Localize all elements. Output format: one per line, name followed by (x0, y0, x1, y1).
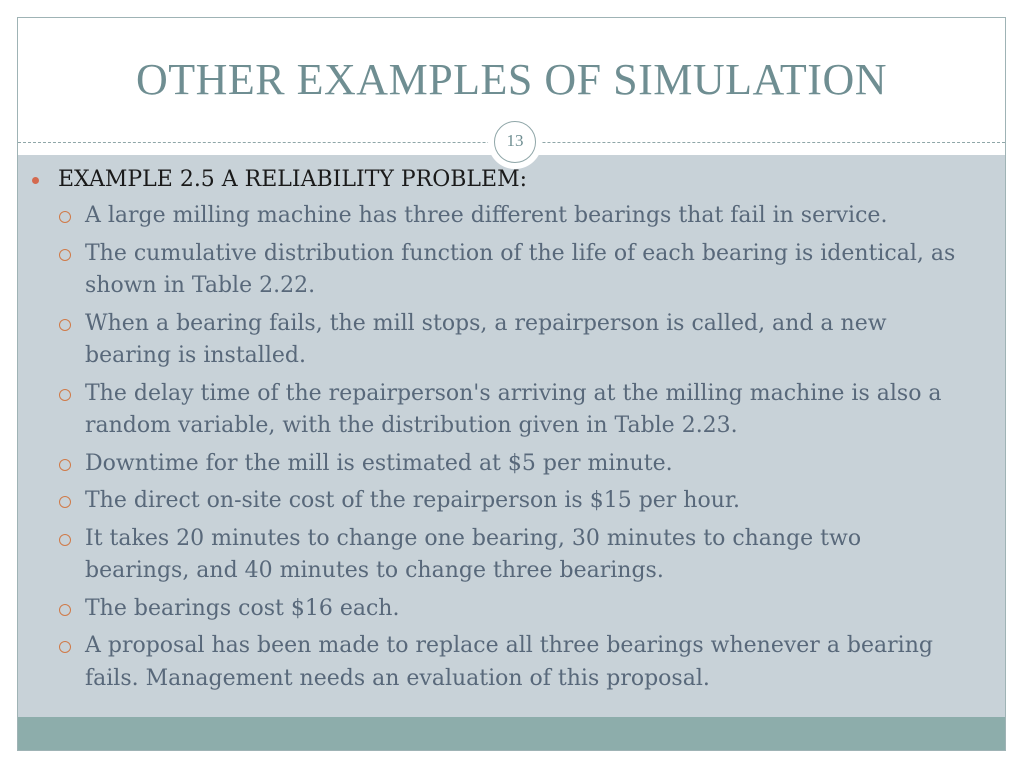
slide-title: OTHER EXAMPLES OF SIMULATION (135, 55, 888, 104)
list-item (59, 630, 962, 695)
list-item-text: The direct on-site cost of the repairperson is $15 per hour. (85, 488, 740, 513)
circle-bullet-icon (59, 319, 71, 331)
page-number-badge (488, 115, 542, 169)
list-item-text: A proposal has been made to replace all three bearings whenever a bearing fails. Management needs an evaluation of this proposal. (85, 633, 933, 691)
circle-bullet-icon (59, 496, 71, 508)
circle-bullet-icon (59, 249, 71, 261)
list-item (59, 308, 962, 373)
list-item-text: The bearings cost $16 each. (85, 595, 400, 621)
circle-bullet-icon (59, 604, 71, 616)
bullet-heading (32, 164, 962, 196)
bullet-dot-icon (32, 177, 39, 184)
circle-bullet-icon (59, 389, 71, 401)
footer-band (18, 717, 1005, 751)
list-item-text: The delay time of the repairperson's arriving at the milling machine is also a random variable, with the distribution given in Table 2.23. (85, 380, 942, 438)
list-item (59, 593, 962, 626)
list-item (59, 200, 962, 233)
bullet-heading-text: EXAMPLE 2.5 A RELIABILITY PROBLEM: (58, 167, 528, 192)
list-item (59, 448, 962, 481)
list-item-text: The cumulative distribution function of the life of each bearing is identical, as shown in Table 2.22. (85, 240, 956, 298)
list-item-text: A large milling machine has three different bearings that fail in service. (85, 203, 888, 228)
page-number: 13 (494, 121, 536, 163)
list-item (59, 238, 962, 303)
list-item (59, 523, 962, 588)
bullet-list (32, 164, 962, 700)
list-item-text: When a bearing fails, the mill stops, a repairperson is called, and a new bearing is installed. (85, 310, 887, 368)
circle-bullet-icon (59, 211, 71, 223)
list-item-text: It takes 20 minutes to change one bearing, 30 minutes to change two bearings, and 40 minutes to change three bearings. (85, 525, 862, 583)
list-item (59, 378, 962, 443)
circle-bullet-icon (59, 459, 71, 471)
list-item-text: Downtime for the mill is estimated at $5 per minute. (85, 450, 673, 476)
list-item (59, 485, 962, 518)
circle-bullet-icon (59, 641, 71, 653)
circle-bullet-icon (59, 534, 71, 546)
